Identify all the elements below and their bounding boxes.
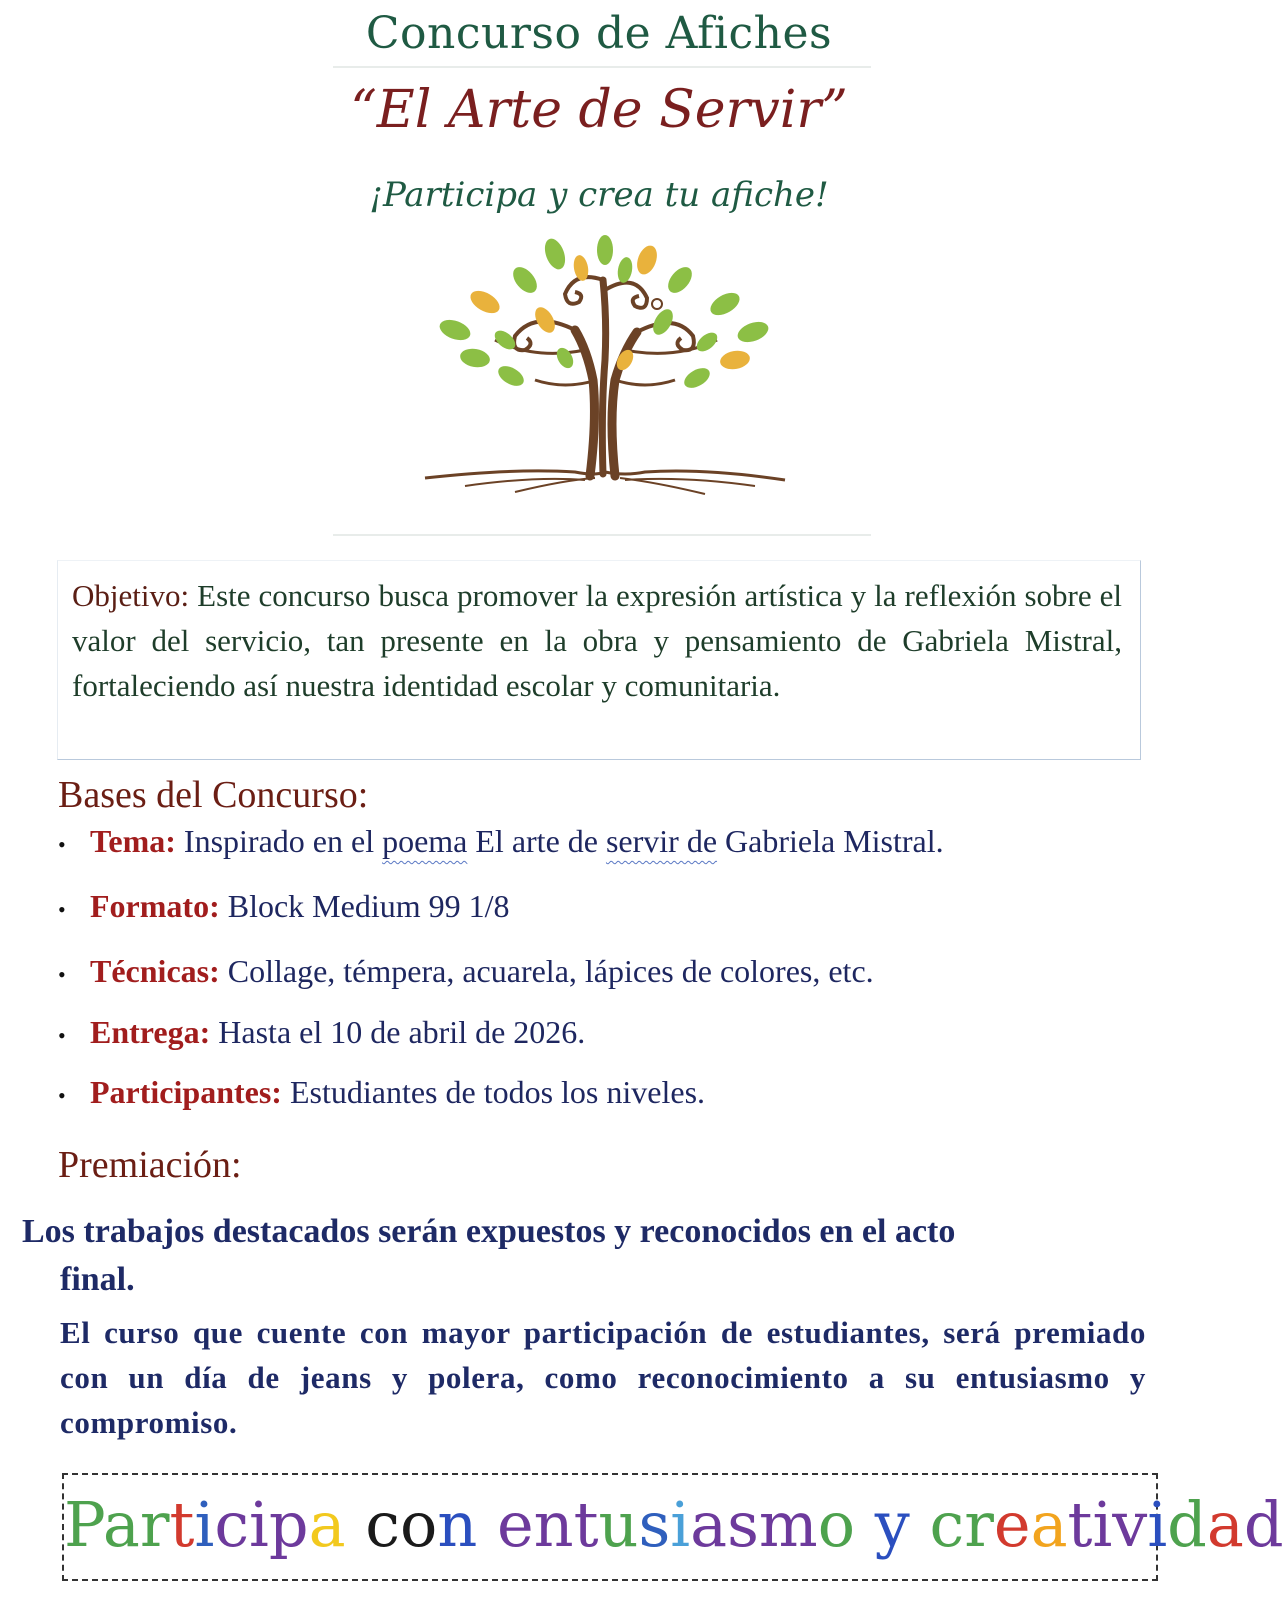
bullet-text: Gabriela Mistral. (717, 823, 944, 859)
bullet-label: Participantes: (90, 1074, 282, 1110)
banner-letter-group: i (670, 1488, 691, 1561)
banner-letter-group: y (874, 1488, 910, 1561)
bullet-icon: • (58, 1022, 66, 1048)
bullet-icon: • (58, 1082, 66, 1108)
banner-letter-group: o (817, 1488, 856, 1561)
objective-paragraph (72, 573, 1122, 708)
bullet-label: Entrega: (90, 1014, 211, 1050)
header-divider (333, 66, 871, 68)
bullet-text: El arte de (467, 823, 606, 859)
bullet-text: Collage, témpera, acuarela, lápices de colores, etc. (219, 953, 874, 989)
objective-label: Objetivo: (72, 578, 190, 613)
banner-letter-group: t (169, 1488, 195, 1561)
award-line-continued: final. (60, 1261, 135, 1298)
image-divider (333, 534, 871, 536)
list-item (58, 888, 509, 925)
banner-letter-group: cr (929, 1488, 994, 1561)
award-statement (22, 1208, 1147, 1304)
bullet-label: Formato: (90, 888, 220, 924)
banner-letter-group: a (308, 1488, 346, 1561)
bullet-text: servir de (605, 823, 718, 859)
objective-text: Este concurso busca promover la expresión artística y la reflexión sobre el valor del servicio, tan presente en la obra y pensamiento de Gabriela Mistral, fortaleciendo así nuestra identidad escolar y comunitaria. (72, 578, 1122, 703)
banner-letter-group: d (1243, 1488, 1284, 1561)
banner-letter-group: a (1030, 1488, 1068, 1561)
banner-letter-group: a (1206, 1488, 1244, 1561)
bullet-label: Tema: (90, 823, 176, 859)
poster-tagline: ¡Participa y crea tu afiche! (369, 175, 829, 215)
list-item (58, 823, 944, 860)
banner-letter-group: asm (690, 1488, 818, 1561)
list-item (58, 1074, 705, 1111)
premiacion-heading: Premiación: (58, 1144, 242, 1186)
banner-letter-group (855, 1488, 875, 1561)
list-item (58, 1014, 585, 1051)
banner-letter-group (910, 1488, 930, 1561)
bases-heading: Bases del Concurso: (58, 774, 369, 816)
banner-letter-group: n (437, 1488, 478, 1561)
objective-box (57, 560, 1141, 760)
banner-text (64, 1475, 1284, 1575)
tree-icon (425, 240, 785, 515)
bullet-icon: • (58, 961, 66, 987)
award-line: Los trabajos destacados serán expuestos y reconocidos en el acto (22, 1213, 956, 1250)
banner-letter-group: s (638, 1488, 671, 1561)
bullet-text: poema (382, 823, 468, 859)
bullet-icon: • (58, 896, 66, 922)
bullet-text: Estudiantes de todos los niveles. (281, 1074, 706, 1110)
banner-letter-group: cip (214, 1488, 309, 1561)
banner-letter-group: i (1147, 1488, 1168, 1561)
bullet-text: Inspirado en el (175, 823, 383, 859)
banner-letter-group: ent (496, 1488, 599, 1561)
poster-subtitle: “El Arte de Servir” (350, 80, 848, 140)
banner-letter-group: e (993, 1488, 1031, 1561)
banner-letter-group: i (194, 1488, 215, 1561)
award-paragraph: El curso que cuente con mayor participación de estudiantes, será premiado con un día de jeans y polera, como reconocimiento a su entusiasmo y compromiso. (60, 1315, 1146, 1440)
bullet-text: Block Medium 99 1/8 (219, 888, 510, 924)
banner-letter-group (477, 1488, 497, 1561)
list-item (58, 953, 874, 990)
bullet-label: Técnicas: (90, 953, 220, 989)
bullet-text: Hasta el 10 de abril de 2026. (210, 1014, 586, 1050)
banner-letter-group (346, 1488, 366, 1561)
banner-letter-group: co (365, 1488, 438, 1561)
banner-letter-group: u (598, 1488, 639, 1561)
bullet-icon: • (58, 831, 66, 857)
banner-letter-group: d (1167, 1488, 1207, 1561)
closing-banner (62, 1473, 1284, 1581)
banner-letter-group: tiv (1067, 1488, 1148, 1561)
banner-letter-group: Par (64, 1488, 170, 1561)
poster-title: Concurso de Afiches (365, 8, 833, 59)
